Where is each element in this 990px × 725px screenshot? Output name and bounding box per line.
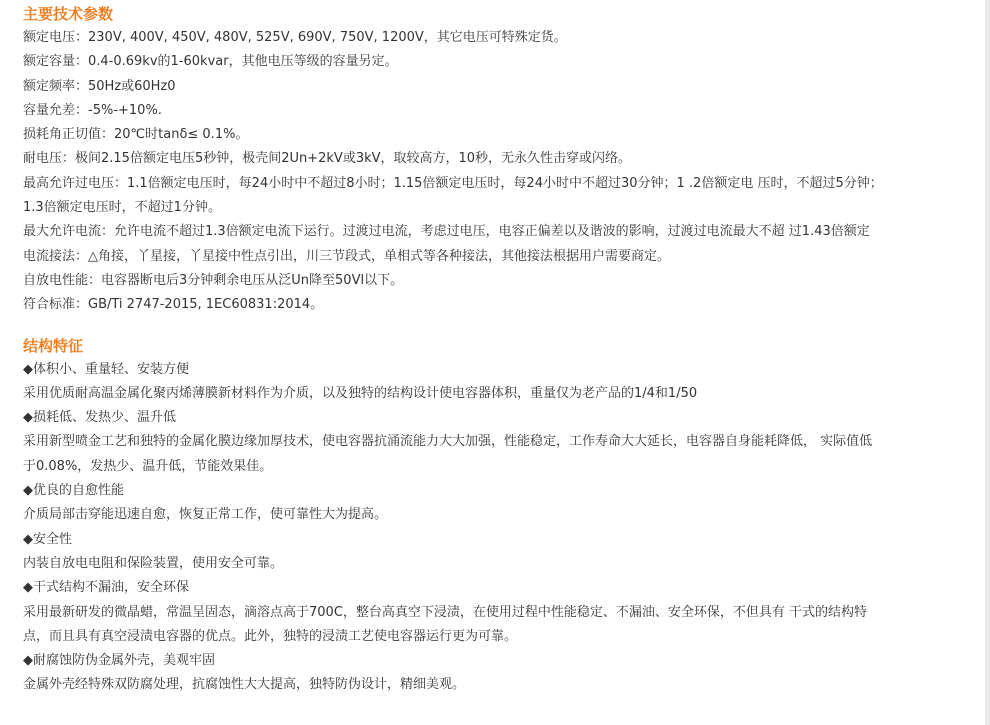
spec-line: 损耗角正切值：20℃时tanδ≤ 0.1%。 — [23, 127, 249, 143]
feature-description: 采用新型喷金工艺和独特的金属化膜边缘加厚技术，使电容器抗涌流能力大大加强，性能稳定，工作寿命大大延长，电容器自身能耗降低， 实际值低 — [23, 434, 873, 450]
spec-line: 额定电压：230V, 400V, 450V, 480V, 525V, 690V, 750V, 1200V，其它电压可特殊定货。 — [23, 30, 567, 45]
features-list — [23, 358, 973, 698]
feature-description: 点，而且具有真空浸渍电容器的优点。此外，独特的浸渍工艺使电容器运行更为可靠。 — [23, 628, 518, 644]
feature-description: 金属外壳经特殊双防腐处理，抗腐蚀性大大提高，独特防伪设计，精细美观。 — [23, 677, 466, 693]
features-heading: 结构特征 — [23, 336, 84, 355]
feature-bullet: ◆体积小、重量轻、安装方便 — [23, 361, 189, 377]
feature-description: 采用优质耐高温金属化聚丙烯薄膜新材料作为介质，以及独特的结构设计使电容器体积，重量仅为老产品的1/4和1/50 — [23, 385, 698, 401]
spec-line: 容量允差：-5%-+10%. — [23, 102, 162, 118]
spec-line: 额定容量：0.4-0.69kv的1-60kvar，其他电压等级的容量另定。 — [23, 54, 398, 70]
spec-line: 符合标准：GB/Ti 2747-2015, 1EC60831:2014。 — [23, 297, 324, 313]
feature-bullet: ◆损耗低、发热少、温升低 — [23, 410, 176, 426]
feature-bullet: ◆安全性 — [23, 531, 72, 547]
feature-description: 于0.08%，发热少、温升低，节能效果佳。 — [23, 458, 273, 474]
feature-description: 内装自放电电阻和保险装置，使用安全可靠。 — [23, 555, 284, 571]
feature-bullet: ◆干式结构不漏油，安全环保 — [23, 580, 189, 596]
spec-line: 1.3倍额定电压时，不超过1分钟。 — [23, 200, 221, 216]
specs-list — [23, 26, 973, 318]
specs-heading: 主要技术参数 — [23, 5, 114, 23]
feature-description: 介质局部击穿能迅速自愈，恢复正常工作，使可靠性大为提高。 — [23, 507, 388, 523]
spec-line: 电流接法：△角接，丫星接，丫星接中性点引出，川三节段式，单相式等各种接法，其他接法根据用户需要商定。 — [23, 248, 670, 264]
spec-line: 最高允许过电压：1.1倍额定电压时，每24小时中不超过8小时；1.15倍额定电压时，每24小时中不超过30分钟；1 .2倍额定电 压时，不超过5分钟； — [23, 175, 883, 191]
spec-line: 额定频率：50Hz或60Hz0 — [23, 78, 176, 94]
feature-description: 采用最新研发的微晶蜡，常温呈固态，滴溶点高于700C，整台高真空下浸渍，在使用过程中性能稳定、不漏油、安全环保，不但具有 干式的结构特 — [23, 604, 868, 620]
spec-line: 自放电性能：电容器断电后3分钟剩余电压从泛Un降至50Vl以下。 — [23, 272, 404, 288]
content-area — [23, 0, 973, 698]
spec-line: 耐电压：极间2.15倍额定电压5秒钟，极壳间2Un+2kV或3kV，取较高方，10秒，无永久性击穿或闪络。 — [23, 151, 632, 167]
feature-bullet: ◆耐腐蚀防伪金属外壳，美观牢固 — [23, 653, 215, 669]
page-edge-divider — [985, 0, 990, 725]
feature-bullet: ◆优良的自愈性能 — [23, 483, 124, 499]
spec-line: 最大允许电流：允许电流不超过1.3倍额定电流下运行。过渡过电流，考虑过电压，电容正偏差以及谐波的影响，过渡过电流最大不超 过1.43倍额定 — [23, 224, 870, 240]
